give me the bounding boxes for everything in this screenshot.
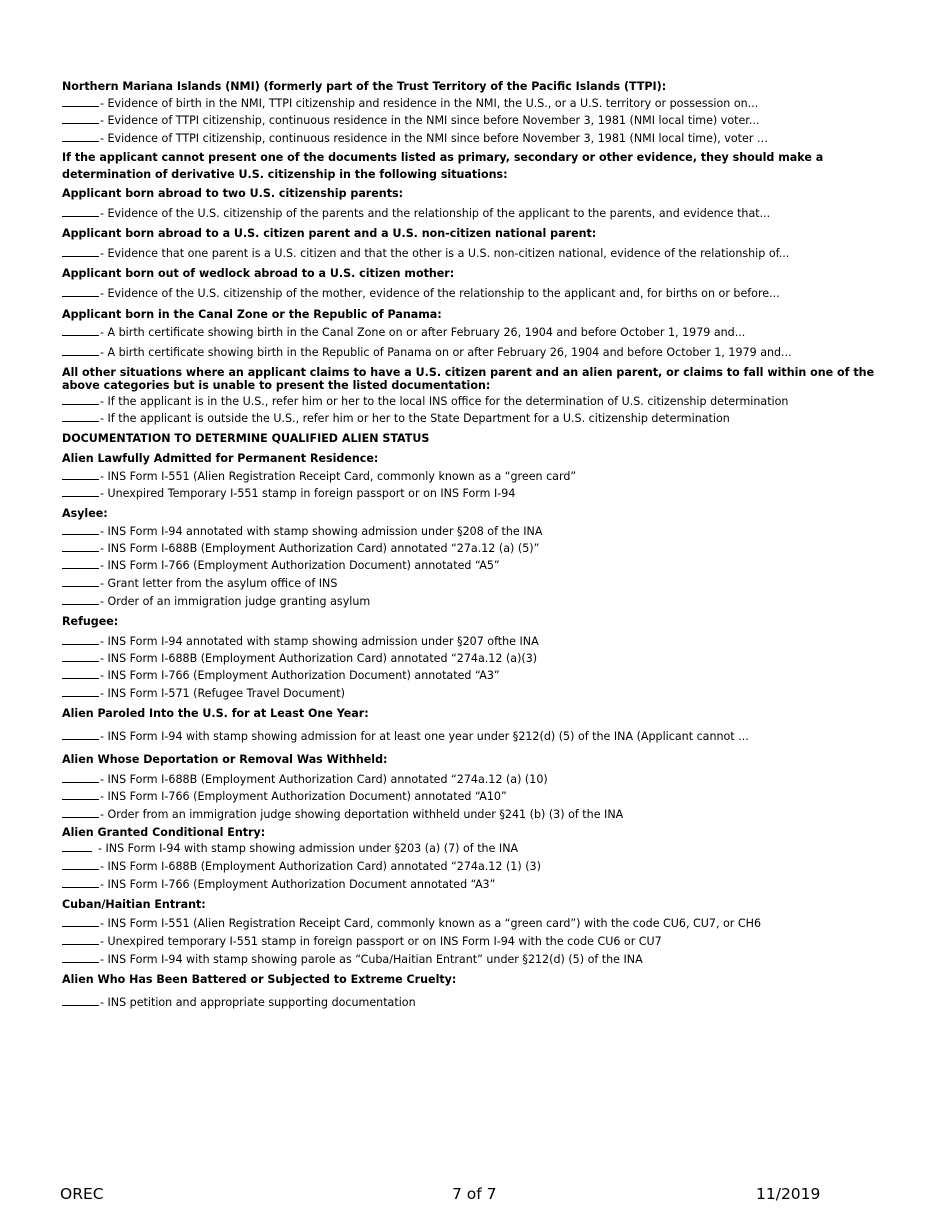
- checklist-item: [62, 412, 730, 426]
- checklist-item: [62, 287, 780, 301]
- check-blank-line[interactable]: [62, 487, 99, 497]
- checklist-item: [62, 842, 518, 856]
- checklist-item: [62, 773, 548, 787]
- checklist-item-text: - INS Form I-766 (Employment Authorization Document annotated “A3”: [100, 878, 496, 891]
- checklist-item: [62, 525, 542, 539]
- section-heading: If the applicant cannot present one of the documents listed as primary, secondary or other evidence, they should make a determination of derivative U.S. citizenship in the following situations:: [62, 151, 824, 181]
- check-blank-line[interactable]: [62, 935, 99, 945]
- checklist-item-text: - Evidence of the U.S. citizenship of the parents and the relationship of the applicant to the parents, and evidence that...: [100, 207, 771, 220]
- check-blank-line[interactable]: [62, 559, 99, 569]
- check-blank-line[interactable]: [62, 132, 99, 142]
- check-blank-line[interactable]: [62, 687, 99, 697]
- checklist-item: [62, 687, 345, 701]
- check-blank-line[interactable]: [62, 395, 99, 405]
- section-heading: Alien Whose Deportation or Removal Was Withheld:: [62, 753, 388, 766]
- footer-date: 11/2019: [756, 1185, 821, 1203]
- check-blank-line[interactable]: [62, 326, 99, 336]
- checklist-item: [62, 996, 416, 1010]
- check-blank-line[interactable]: [62, 412, 99, 422]
- check-blank-line[interactable]: [62, 842, 92, 852]
- check-blank-line[interactable]: [62, 577, 99, 587]
- section-heading: Applicant born out of wedlock abroad to a U.S. citizen mother:: [62, 267, 455, 280]
- checklist-item-text: - INS Form I-688B (Employment Authorization Card) annotated “274a.12 (a) (10): [100, 773, 548, 786]
- check-blank-line[interactable]: [62, 542, 99, 552]
- check-blank-line[interactable]: [62, 247, 99, 257]
- checklist-item: [62, 808, 623, 822]
- checklist-item-text: - INS Form I-94 annotated with stamp showing admission under §207 ofthe INA: [100, 635, 539, 648]
- checklist-item-text: - Order of an immigration judge granting asylum: [100, 595, 371, 608]
- section-heading: Asylee:: [62, 507, 108, 520]
- checklist-item: [62, 326, 745, 340]
- checklist-item-text: - INS Form I-551 (Alien Registration Receipt Card, commonly known as a “green card”) with the code CU6, CU7, or CH6: [100, 917, 762, 930]
- checklist-item: [62, 860, 541, 874]
- checklist-item-text: - Evidence of TTPI citizenship, continuous residence in the NMI since before November 3, 1981 (NMI local time) voter...: [100, 114, 760, 127]
- check-blank-line[interactable]: [62, 917, 99, 927]
- checklist-item: [62, 730, 749, 744]
- checklist-item: [62, 935, 662, 949]
- checklist-item: [62, 652, 537, 666]
- checklist-item: [62, 470, 576, 484]
- checklist-item: [62, 878, 495, 892]
- section-heading: Alien Lawfully Admitted for Permanent Residence:: [62, 452, 379, 465]
- checklist-item: [62, 635, 539, 649]
- check-blank-line[interactable]: [62, 525, 99, 535]
- checklist-item-text: - INS petition and appropriate supporting documentation: [100, 996, 416, 1009]
- check-blank-line[interactable]: [62, 595, 99, 605]
- checklist-item-text: - Evidence of birth in the NMI, TTPI citizenship and residence in the NMI, the U.S., or a U.S. territory or possession on...: [100, 97, 759, 110]
- check-blank-line[interactable]: [62, 652, 99, 662]
- check-blank-line[interactable]: [62, 773, 99, 783]
- check-blank-line[interactable]: [62, 207, 99, 217]
- check-blank-line[interactable]: [62, 996, 99, 1006]
- check-blank-line[interactable]: [62, 790, 99, 800]
- section-heading: Applicant born abroad to a U.S. citizen parent and a U.S. non-citizen national parent:: [62, 227, 597, 240]
- checklist-item: [62, 953, 643, 967]
- checklist-item-text: - INS Form I-688B (Employment Authorization Card) annotated “274a.12 (1) (3): [100, 860, 541, 873]
- checklist-item-text: - INS Form I-766 (Employment Authorization Document) annotated “A5”: [100, 559, 500, 572]
- checklist-item-text: - INS Form I-766 (Employment Authorization Document) annotated “A10”: [100, 790, 507, 803]
- checklist-item: [62, 346, 792, 360]
- check-blank-line[interactable]: [62, 808, 99, 818]
- section-heading: Alien Granted Conditional Entry:: [62, 826, 266, 839]
- checklist-item-text: - Evidence that one parent is a U.S. citizen and that the other is a U.S. non-citizen national, evidence of the relationship of...: [100, 247, 790, 260]
- check-blank-line[interactable]: [62, 953, 99, 963]
- checklist-item: [62, 114, 759, 128]
- checklist-item-text: - A birth certificate showing birth in the Canal Zone on or after February 26, 1904 and before October 1, 1979 and...: [100, 326, 746, 339]
- check-blank-line[interactable]: [62, 346, 99, 356]
- checklist-item: [62, 207, 770, 221]
- check-blank-line[interactable]: [62, 730, 99, 740]
- check-blank-line[interactable]: [62, 287, 99, 297]
- checklist-item: [62, 395, 788, 409]
- footer-page-number: 7 of 7: [452, 1185, 497, 1203]
- checklist-item: [62, 559, 500, 573]
- section-heading: Northern Mariana Islands (NMI) (formerly part of the Trust Territory of the Pacific Islands (TTPI):: [62, 80, 667, 93]
- section-heading: Cuban/Haitian Entrant:: [62, 898, 206, 911]
- checklist-item-text: - Evidence of the U.S. citizenship of the mother, evidence of the relationship to the applicant and, for births on or before...: [100, 287, 780, 300]
- checklist-item-text: - A birth certificate showing birth in the Republic of Panama on or after February 26, 1904 and before October 1, 1979 and...: [100, 346, 792, 359]
- checklist-item-text: - INS Form I-94 with stamp showing parole as “Cuba/Haitian Entrant” under §212(d) (5) of the INA: [100, 953, 643, 966]
- checklist-item-text: - If the applicant is in the U.S., refer him or her to the local INS office for the determination of U.S. citizenship determination: [100, 395, 789, 408]
- section-heading: Applicant born abroad to two U.S. citizenship parents:: [62, 187, 404, 200]
- check-blank-line[interactable]: [62, 860, 99, 870]
- checklist-item-text: - Grant letter from the asylum office of INS: [100, 577, 338, 590]
- checklist-item-text: - INS Form I-94 annotated with stamp showing admission under §208 of the INA: [100, 525, 543, 538]
- check-blank-line[interactable]: [62, 470, 99, 480]
- checklist-item: [62, 790, 507, 804]
- check-blank-line[interactable]: [62, 97, 99, 107]
- checklist-item-text: - INS Form I-551 (Alien Registration Receipt Card, commonly known as a “green card”: [100, 470, 577, 483]
- checklist-item: [62, 917, 761, 931]
- section-heading: Alien Paroled Into the U.S. for at Least One Year:: [62, 707, 369, 720]
- checklist-item-text: - Evidence of TTPI citizenship, continuous residence in the NMI since before November 3, 1981 (NMI local time), voter …: [100, 132, 769, 145]
- checklist-item: [62, 247, 789, 261]
- checklist-item: [62, 542, 539, 556]
- section-heading: Applicant born in the Canal Zone or the Republic of Panama:: [62, 308, 442, 321]
- footer-office-code: OREC: [60, 1185, 104, 1203]
- checklist-item: [62, 595, 370, 609]
- checklist-item-text: - INS Form I-94 with stamp showing admission under §203 (a) (7) of the INA: [98, 842, 519, 855]
- checklist-item-text: - Order from an immigration judge showing deportation withheld under §241 (b) (3) of the INA: [100, 808, 624, 821]
- checklist-item: [62, 132, 768, 146]
- checklist-item: [62, 97, 758, 111]
- check-blank-line[interactable]: [62, 878, 99, 888]
- checklist-item-text: - INS Form I-688B (Employment Authorization Card) annotated “27a.12 (a) (5)”: [100, 542, 540, 555]
- checklist-item: [62, 487, 515, 501]
- checklist-item: [62, 669, 500, 683]
- checklist-item-text: - INS Form I-766 (Employment Authorization Document) annotated “A3”: [100, 669, 500, 682]
- checklist-item-text: - INS Form I-94 with stamp showing admission for at least one year under §212(d) (5) of the INA (Applicant cannot ...: [100, 730, 749, 743]
- checklist-item: [62, 577, 337, 591]
- section-heading: All other situations where an applicant claims to have a U.S. citizen parent and an alien parent, or claims to fall within one of the above categories but is unable to present the listed documentation:: [62, 366, 875, 392]
- checklist-item-text: - Unexpired temporary I-551 stamp in foreign passport or on INS Form I-94 with the code CU6 or CU7: [100, 935, 662, 948]
- check-blank-line[interactable]: [62, 114, 99, 124]
- checklist-item-text: - INS Form I-688B (Employment Authorization Card) annotated “274a.12 (a)(3): [100, 652, 538, 665]
- section-heading: Refugee:: [62, 615, 119, 628]
- check-blank-line[interactable]: [62, 669, 99, 679]
- checklist-item-text: - If the applicant is outside the U.S., refer him or her to the State Department for a U.S. citizenship determination: [100, 412, 730, 425]
- check-blank-line[interactable]: [62, 635, 99, 645]
- section-heading: DOCUMENTATION TO DETERMINE QUALIFIED ALIEN STATUS: [62, 432, 430, 445]
- checklist-item-text: - INS Form I-571 (Refugee Travel Document): [100, 687, 345, 700]
- checklist-item-text: - Unexpired Temporary I-551 stamp in foreign passport or on INS Form I-94: [100, 487, 516, 500]
- section-heading: Alien Who Has Been Battered or Subjected to Extreme Cruelty:: [62, 973, 457, 986]
